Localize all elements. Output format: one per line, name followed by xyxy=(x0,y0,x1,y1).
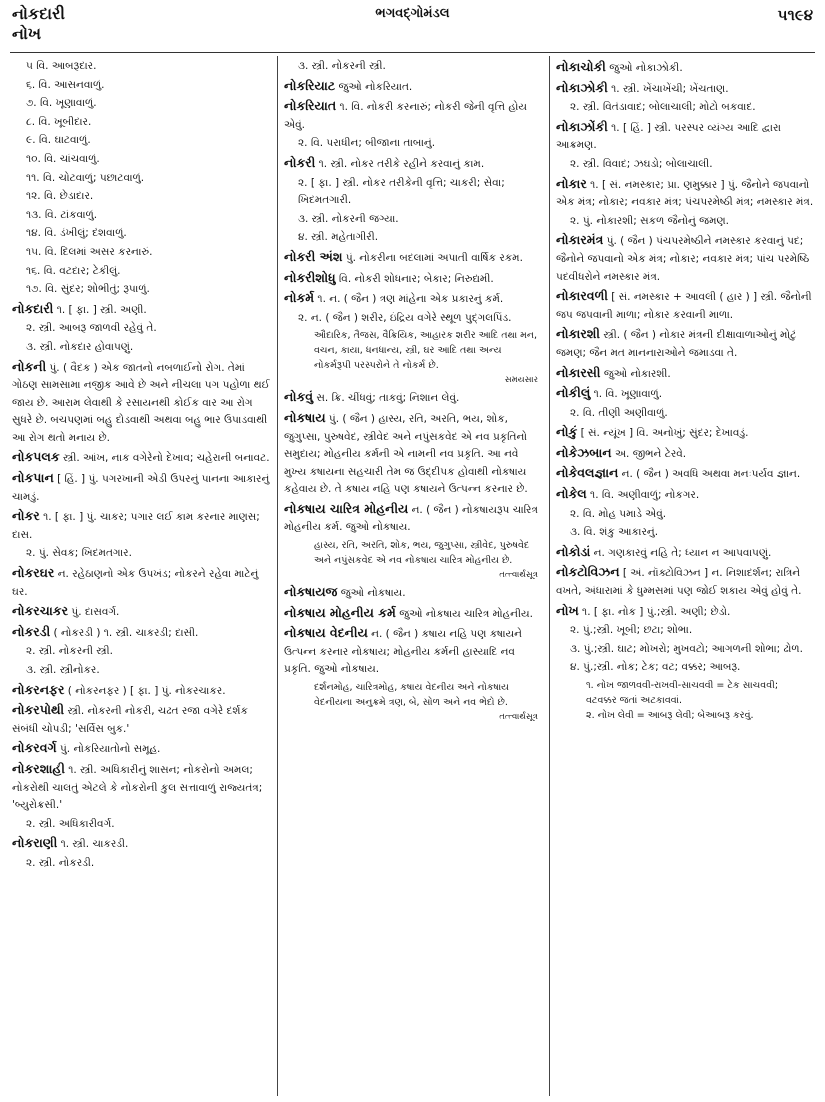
definition-text: [ સં. નમસ્કાર + આવલી ( હાર ) ] સ્ત્રી. જૈનોની જપ જપવાની માળા; નોકાર કરવાની માળા. xyxy=(556,291,812,321)
dictionary-entry xyxy=(556,543,814,563)
definition-text: ૨. સ્ત્રી. વિતંડાવાદ; બોલાચાલી; મોટો બકવાદ. xyxy=(570,101,756,114)
guide-word-first: નોકદારી xyxy=(12,4,65,23)
dictionary-entry xyxy=(284,388,542,408)
sense-line xyxy=(556,506,814,524)
definition-text: ૧. [ ફા. ] સ્ત્રી. અણી. xyxy=(53,303,147,316)
definition-text: ૨. સ્ત્રી. નોકરડી. xyxy=(26,856,95,869)
definition-text: જુઓ નોકારશી. xyxy=(600,367,671,380)
dictionary-entry xyxy=(12,739,270,759)
sense-line xyxy=(12,244,270,262)
sense-line xyxy=(556,641,814,659)
sense-line xyxy=(12,855,270,873)
definition-text: જુઓ નોકાઝોકી. xyxy=(605,62,683,74)
headword: નોકું xyxy=(556,424,578,440)
definition-text: ૧. વિ. નોકરી કરનારું; નોકરી જેની વૃત્તિ હોય એવું. xyxy=(284,101,528,131)
dictionary-entry xyxy=(556,79,814,99)
sense-line xyxy=(556,213,814,231)
sense-line xyxy=(556,659,814,677)
definition-text: ન. રહેઠાણનો એક ઉપખંડ; નોકરને રહેવા માટેનું ઘર. xyxy=(12,568,259,598)
definition-text: પું. ( જૈન ) હાસ્ય, રતિ, અરતિ, ભય, શોક, જુગુપ્સા, પુરુષવેદ, સ્ત્રીવેદ અને નપુંસકવેદ એ નવ પ્રકૃતિનો સમુદાય; મોહનીય કર્મની એ નામની નવ પ્રકૃતિ. આ નવે મુખ્ય કષાયના સહચારી તેમ જ ઉદ્દીપક હોવાથી નોકષાય કહેવાય છે. તે કષાય નહિ પણ કષાયને ઉત્પન્ન કરનાર છે. xyxy=(284,412,528,496)
dictionary-entry xyxy=(556,444,814,464)
dictionary-title: ભગવદ્ગોમંડલ xyxy=(375,6,450,21)
dictionary-entry xyxy=(284,604,542,624)
definition-text: ૨. સ્ત્રી. આબરૂ જાળવી રહેવું તે. xyxy=(26,322,157,335)
definition-text: ૨. વિ. પરાધીન; બીજાના તાબાનું. xyxy=(298,137,436,150)
dictionary-entry xyxy=(556,464,814,484)
definition-text: ૩. વિ. શંકુ આકારનું. xyxy=(570,526,659,539)
dictionary-entry xyxy=(556,563,814,600)
sense-line xyxy=(12,643,270,661)
dictionary-entry xyxy=(556,423,814,443)
dictionary-entry xyxy=(12,469,270,506)
definition-text: ૨. ન. ( જૈન ) શરીર, ઇંદ્રિય વગેરે સ્થૂળ પુદ્ગલપિંડ. xyxy=(298,311,512,324)
headword: નોકરડી xyxy=(12,623,51,639)
headword: નોકોડાં xyxy=(556,543,591,559)
sense-line xyxy=(12,188,270,206)
sense-line xyxy=(556,156,814,174)
dictionary-entry xyxy=(556,602,814,622)
definition-text: ન. ( જૈન ) કષાય નહિ પણ કષાયને ઉત્પન્ન કરનાર નોકષાય; મોહનીય કર્મની હાસ્યાદિ નવ પ્રકૃતિ. જુઓ નોકષાય. xyxy=(284,628,522,676)
definition-text: ૧૨. વિ. છેડાદાર. xyxy=(26,190,94,203)
citation-quote xyxy=(284,328,542,388)
dictionary-entry xyxy=(556,118,814,155)
definition-text: ૧. [ ફા. ] પું. ચાકર; પગાર લઈ કામ કરનાર માણસ; દાસ. xyxy=(12,511,260,541)
guide-word-last: નોખ xyxy=(12,24,42,43)
page-number: ૫૧૯૪ xyxy=(777,6,813,24)
dictionary-entry xyxy=(12,681,270,701)
definition-text: ન. ગણકારવું નહિ તે; ધ્યાન ન આપવાપણું. xyxy=(590,546,772,559)
definition-text: [ સં. ન્યૂંખ ] વિ. અનોખું; સુંદર; દેખાવડું. xyxy=(577,427,749,440)
definition-text: [ હિં. ] પું. પગરખાની એડી ઉપરનું પાનના આકારનું ચામડું. xyxy=(12,473,270,503)
definition-text: જુઓ નોકરિયાત. xyxy=(335,80,413,93)
dictionary-entry xyxy=(556,287,814,324)
headword: નોકટોવિઝન xyxy=(556,564,620,580)
sense-line xyxy=(12,207,270,225)
sense-line xyxy=(284,135,542,153)
definition-text: ૨. સ્ત્રી. વિવાદ; ઝઘડો; બોલાચાલી. xyxy=(570,157,713,170)
dictionary-entry xyxy=(284,500,542,537)
definition-text: ૭. વિ. ખૂણાવાળું. xyxy=(26,97,97,110)
definition-text: ૨. વિ. તીણી અણીવાળું. xyxy=(570,406,668,419)
definition-text: સ્ત્રી. નોકરની નોકરી, ચઢત રજા વગેરે દર્શક સંબંધી ચોપડી; 'સર્વિસ બુક.' xyxy=(12,705,248,735)
citation-quote xyxy=(284,538,542,583)
quote-text: હાસ્ય, રતિ, અરતિ, શોક, ભય, જુગુપ્સા, સ્ત્રીવેદ, પુરુષવેદ અને નપુંસકવેદ એ નવ નોકષાય ચારિત્ર મોહનીય છે. xyxy=(314,540,530,567)
headword: નોકર્મ xyxy=(284,290,315,306)
dictionary-entry xyxy=(556,384,814,404)
dictionary-entry xyxy=(12,602,270,622)
definition-text: ૩. સ્ત્રી. નોકદાર હોવાપણું. xyxy=(26,340,134,353)
definition-text: ન. ( જૈન ) અવધિ અથવા મનઃપર્યવ જ્ઞાન. xyxy=(618,468,801,481)
definition-text: ૨. પું. નોકારશી; સકળ જૈનોનું જમણ. xyxy=(570,214,729,227)
headword: નોકેલ xyxy=(556,486,587,502)
definition-text: પું. દાસવર્ગ. xyxy=(68,606,120,619)
definition-text: ૧. સ્ત્રી. ચાકરડી. xyxy=(57,838,129,851)
sense-line xyxy=(12,151,270,169)
dictionary-entry xyxy=(284,154,542,174)
headword: નોકેવલજ્ઞાન xyxy=(556,465,619,481)
sense-line xyxy=(556,405,814,423)
sense-line xyxy=(556,99,814,117)
headword: નોકદારી xyxy=(12,300,54,316)
headword: નોકર xyxy=(12,508,40,524)
definition-text: ૧. [ ફા. નોક ] પું.;સ્ત્રી. અણી; છેડો. xyxy=(578,605,731,618)
sense-line xyxy=(284,229,542,247)
definition-text: સ. ક્રિ. ચીંધવું; તાકવું; નિશાન લેવું. xyxy=(313,392,460,405)
quote-text: ઔદારિક, તૈજસ, વૈક્રિયિક, આહારક શરીર આદિ તથા મન, વચન, કાયા, ધનધાન્ય, સ્ત્રી, ઘર આદિ તથા અન્ય નોકર્મરૂપી પરસ્પરોને તે નોકર્મ છે. xyxy=(314,330,537,372)
headword: નોકરપોથી xyxy=(12,702,65,718)
page-header xyxy=(0,0,825,52)
definition-text: પું. ( વૈદક ) એક જાતનો નબળાઈનો રોગ. તેમાં ગોઠણ સામસામા નજીક આવે છે અને નીચલા પગ પહોળા થઈ જાય છે. આરામ લેવાથી કે રસાયનથી કોઈક વાર આ રોગ સુધરે છે. બચપણમાં બહુ દોડવાથી અથવા બહુ ભાર ઉપાડવાથી આ રોગ થતો મનાય છે. xyxy=(12,361,270,444)
definition-text: ૯. વિ. ઘાટવાળું. xyxy=(26,134,91,147)
dictionary-entry xyxy=(284,269,542,289)
dictionary-entry xyxy=(12,623,270,643)
dictionary-entry xyxy=(12,564,270,601)
headword: નોખ xyxy=(556,602,579,618)
headword: નોકરઘર xyxy=(12,565,55,581)
quote-text: ૧. નોખ જાળવવી-રાખવી-સાચવવી = ટેક સાચવવી; વટવક્કર જતાં અટકાવવાં. xyxy=(586,680,779,706)
headword: નોકીલું xyxy=(556,385,591,401)
sense-line xyxy=(556,622,814,640)
headword: નોકાચોકી xyxy=(556,59,606,74)
sense-line xyxy=(284,175,542,210)
headword: નોકપાન xyxy=(12,470,54,486)
definition-text: ૩. સ્ત્રી. સ્ત્રીનોકર. xyxy=(26,664,100,676)
definition-text: ( નોકરનફર ) [ ફા. ] પું. નોકરચાકર. xyxy=(64,684,226,697)
definition-text: ૧. સ્ત્રી. ખેંચાખેંચી; ખેંચતાણ. xyxy=(607,82,729,95)
sense-line xyxy=(12,58,270,76)
definition-text: ૧. ન. ( જૈન ) ત્રણ માંહેના એક પ્રકારનું કર્મ. xyxy=(314,293,504,306)
dictionary-entry xyxy=(12,448,270,468)
dictionary-entry xyxy=(556,364,814,384)
headword: નોકરીશોધુ xyxy=(284,269,336,285)
quote-source: તત્ત્વાર્થસૂત્ર xyxy=(499,712,538,723)
citation-quote xyxy=(556,678,814,708)
definition-text: પું. ( જૈન ) પંચપરમેષ્ઠીને નમસ્કાર કરવાનું પદ; જૈનોને જપવાનો એક મંત્ર; નોકાર; નવકાર મંત્ર; પાંચ પરમેષ્ઠિ પદવીધરોને નમસ્કાર મંત્ર. xyxy=(556,235,810,283)
dictionary-entry xyxy=(284,248,542,268)
sense-line xyxy=(12,225,270,243)
citation-quote xyxy=(284,680,542,725)
definition-text: ૧. સ્ત્રી. નોકર તરીકે રહીને કરવાનું કામ. xyxy=(315,157,485,170)
definition-text: ૫ વિ. આબરૂદાર. xyxy=(26,60,97,72)
definition-text: ૧૪. વિ. ડંખીલું; દંશવાળું. xyxy=(26,227,127,240)
dictionary-entry xyxy=(284,409,542,499)
definition-text: પું. નોકરીના બદલામાં અપાતી વાર્ષિક રકમ. xyxy=(342,251,523,264)
sense-line xyxy=(12,170,270,188)
sense-line xyxy=(284,211,542,229)
definition-text: ૨. સ્ત્રી. નોકરની સ્ત્રી. xyxy=(26,645,113,658)
definition-text: ૬. વિ. આસનવાળું. xyxy=(26,78,105,91)
quote-text: ૨. નોખ લેવી = આબરૂ લેવી; બેઆબરૂ કરવું. xyxy=(586,710,754,721)
definition-text: ૧૫. વિ. દિલમાં અસર કરનારું. xyxy=(26,245,153,258)
sense-line xyxy=(12,95,270,113)
dictionary-entry xyxy=(556,175,814,212)
sense-line xyxy=(12,816,270,834)
definition-text: પું. નોકરિયાતોનો સમૂહ. xyxy=(56,743,161,756)
dictionary-entry xyxy=(284,289,542,309)
definition-text: ૧૭. વિ. સુંદર; શોભીતું; રૂપાળું. xyxy=(26,283,150,296)
sense-line xyxy=(556,524,814,542)
definition-text: વિ. નોકરી શોધનાર; બેકાર; નિરુદ્યમી. xyxy=(335,272,494,285)
definition-text: ૨. [ ફા. ] સ્ત્રી. નોકર તરીકેની વૃત્તિ; ચાકરી; સેવા; ખિદમતગારી. xyxy=(298,176,505,207)
definition-text: ૩. પું.;સ્ત્રી. ઘાટ; મોખરો; મુખવટો; આગળની શોભા; ઢોળ. xyxy=(570,642,803,655)
column-divider xyxy=(277,56,278,1096)
quote-source: સમયસાર xyxy=(504,375,538,386)
definition-text: ૧. [ હિં. ] સ્ત્રી. પરસ્પર વ્યંગ્ય આદિ દ્વારા આક્રમણ. xyxy=(556,121,782,152)
definition-text: ૧. [ સં. નમસ્કાર; પ્રા. ણમુક્કાર ] પું. જૈનોને જપવાનો એક મંત્ર; નોકાર; નવકાર મંત્ર; પંચપરમેષ્ઠી મંત્ર; નમસ્કાર મંત્ર. xyxy=(556,178,814,209)
definition-text: ૨. વિ. મોહ પમાડે એવું. xyxy=(570,507,667,520)
headword: નોકરાણી xyxy=(12,835,58,851)
headword: નોકારવળી xyxy=(556,288,608,304)
definition-text: ૨. સ્ત્રી. અધિકારીવર્ગ. xyxy=(26,817,115,830)
dictionary-entry xyxy=(556,485,814,505)
headword: નોકરિયાટ xyxy=(284,77,336,93)
definition-text: [ અં. નૉક્ટોવિઝન ] ન. નિશાદર્શન; રાત્રિને વખતે, અંધારામાં કે ધુમ્મસમાં પણ જોઈ શકાય એવું હોવું તે. xyxy=(556,567,802,598)
headword: નોકષાય મોહનીય કર્મ xyxy=(284,604,396,620)
headword: નોકારમંત્ર xyxy=(556,232,604,248)
headword: નોકરી xyxy=(284,154,316,170)
headword: નોકરચાકર xyxy=(12,603,69,619)
dictionary-entry xyxy=(12,358,270,448)
dictionary-entry xyxy=(12,507,270,544)
dictionary-entry xyxy=(556,325,814,362)
definition-text: ૨. પું. સેવક; ખિદમતગાર. xyxy=(26,547,132,560)
column-divider xyxy=(549,56,550,1096)
definition-text: ૩. સ્ત્રી. નોકરની જગ્યા. xyxy=(298,212,399,225)
dictionary-entry xyxy=(284,583,542,603)
headword: નોકષાય વેદનીય xyxy=(284,625,368,641)
dictionary-entry xyxy=(284,97,542,134)
headword: નોકરી અંશ xyxy=(284,248,343,264)
citation-quote xyxy=(556,708,814,723)
sense-line xyxy=(12,320,270,338)
dictionary-entry xyxy=(556,58,814,78)
headword: નોકારસી xyxy=(556,364,601,380)
definition-text: અ. જીભને ટેરવે. xyxy=(611,447,687,460)
definition-text: ૪. સ્ત્રી. મહેતાગીરી. xyxy=(298,231,379,244)
headword: નોકરશાહી xyxy=(12,760,65,776)
sense-line xyxy=(12,263,270,281)
definition-text: ૮. વિ. ખૂબીદાર. xyxy=(26,115,92,128)
headword: નોકષાય xyxy=(284,409,326,425)
headword: નોકાઝોંકી xyxy=(556,118,608,134)
definition-text: ( નોકરડી ) ૧. સ્ત્રી. ચાકરડી; દાસી. xyxy=(50,626,199,639)
column-2 xyxy=(284,58,542,1098)
dictionary-entry xyxy=(12,300,270,320)
sense-line xyxy=(12,132,270,150)
definition-text: ૪. પું.;સ્ત્રી. નોક; ટેક; વટ; વક્કર; આબરૂ. xyxy=(570,661,741,674)
sense-line xyxy=(12,662,270,680)
headword: નોકરવર્ગ xyxy=(12,740,57,756)
sense-line xyxy=(284,58,542,76)
sense-line xyxy=(284,310,542,328)
headword: નોકારશી xyxy=(556,326,601,342)
sense-line xyxy=(12,339,270,357)
sense-line xyxy=(12,545,270,563)
definition-text: ૧૬. વિ. વટદાર; ટેકીલું. xyxy=(26,264,121,277)
headword: નોકવું xyxy=(284,389,314,405)
definition-text: સ્ત્રી. આંખ, નાક વગેરેનો દેખાવ; ચહેરાની બનાવટ. xyxy=(59,452,270,465)
headword: નોકરનફર xyxy=(12,681,65,697)
dictionary-entry xyxy=(12,701,270,738)
sense-line xyxy=(12,281,270,299)
headword: નોકષાય ચારિત્ર મોહનીય xyxy=(284,500,409,516)
dictionary-entry xyxy=(12,834,270,854)
definition-text: સ્ત્રી. ( જૈન ) નોકાર મંત્રની દીક્ષાવાળાઓનું મોટું જમણ; જૈન મત માનનારાઓને જમાડવા તે. xyxy=(556,329,797,359)
definition-text: ૧. સ્ત્રી. અધિકારીનું શાસન; નોકરોનો અમલ; નોકરોથી ચાલતું એટલે કે નોકરોની કુલ સત્તાવાળું રાજ્યતંત્ર; 'બ્યુરોક્રસી.' xyxy=(12,763,263,812)
headword: નોકની xyxy=(12,358,47,374)
definition-text: ૧૧. વિ. ચોટવાળું; પછાટવાળું. xyxy=(26,171,145,184)
definition-text: જુઓ નોકષાય ચારિત્ર મોહનીય. xyxy=(395,607,533,620)
definition-text: ૧. વિ. ખૂણાવાળું. xyxy=(590,388,663,401)
headword: નોકાઝોકી xyxy=(556,79,608,95)
definition-text: ૨. પું.;સ્ત્રી. ખૂબી; છટા; શોભા. xyxy=(570,624,693,637)
definition-text: ૧૩. વિ. ટાંકવાળું. xyxy=(26,208,98,221)
quote-text: દર્શનમોહ, ચારિત્રમોહ, કષાય વેદનીય અને નોકષાય વેદનીયના અનુક્રમે ત્રણ, બે, સોળ અને નવ ભેદો છે. xyxy=(314,682,509,709)
dictionary-entry xyxy=(556,231,814,286)
header-rule xyxy=(10,52,815,53)
dictionary-entry xyxy=(12,760,270,815)
dictionary-entry xyxy=(284,77,542,97)
headword: નોકરિયાત xyxy=(284,98,337,114)
definition-text: ન. ( જૈન ) નોકષાયરૂપ ચારિત્ર મોહનીય કર્મ. જુઓ નોકષાય. xyxy=(284,503,538,534)
column-3 xyxy=(556,58,814,1098)
sense-line xyxy=(12,114,270,132)
headword: નોકાર xyxy=(556,175,587,191)
dictionary-entry xyxy=(284,624,542,679)
column-1 xyxy=(12,58,270,1098)
headword: નોકેઝબાન xyxy=(556,444,612,460)
definition-text: ૩. સ્ત્રી. નોકરની સ્ત્રી. xyxy=(298,60,386,72)
headword: નોકષાયજ xyxy=(284,584,338,600)
headword: નોકપલક xyxy=(12,449,60,465)
sense-line xyxy=(12,77,270,95)
quote-source: તત્ત્વાર્થસૂત્ર xyxy=(499,570,538,581)
definition-text: ૧. વિ. અણીવાળું; નોકગર. xyxy=(586,489,700,502)
definition-text: જુઓ નોકષાય. xyxy=(337,587,406,600)
definition-text: ૧૦. વિ. ચાંચવાળું. xyxy=(26,152,100,165)
